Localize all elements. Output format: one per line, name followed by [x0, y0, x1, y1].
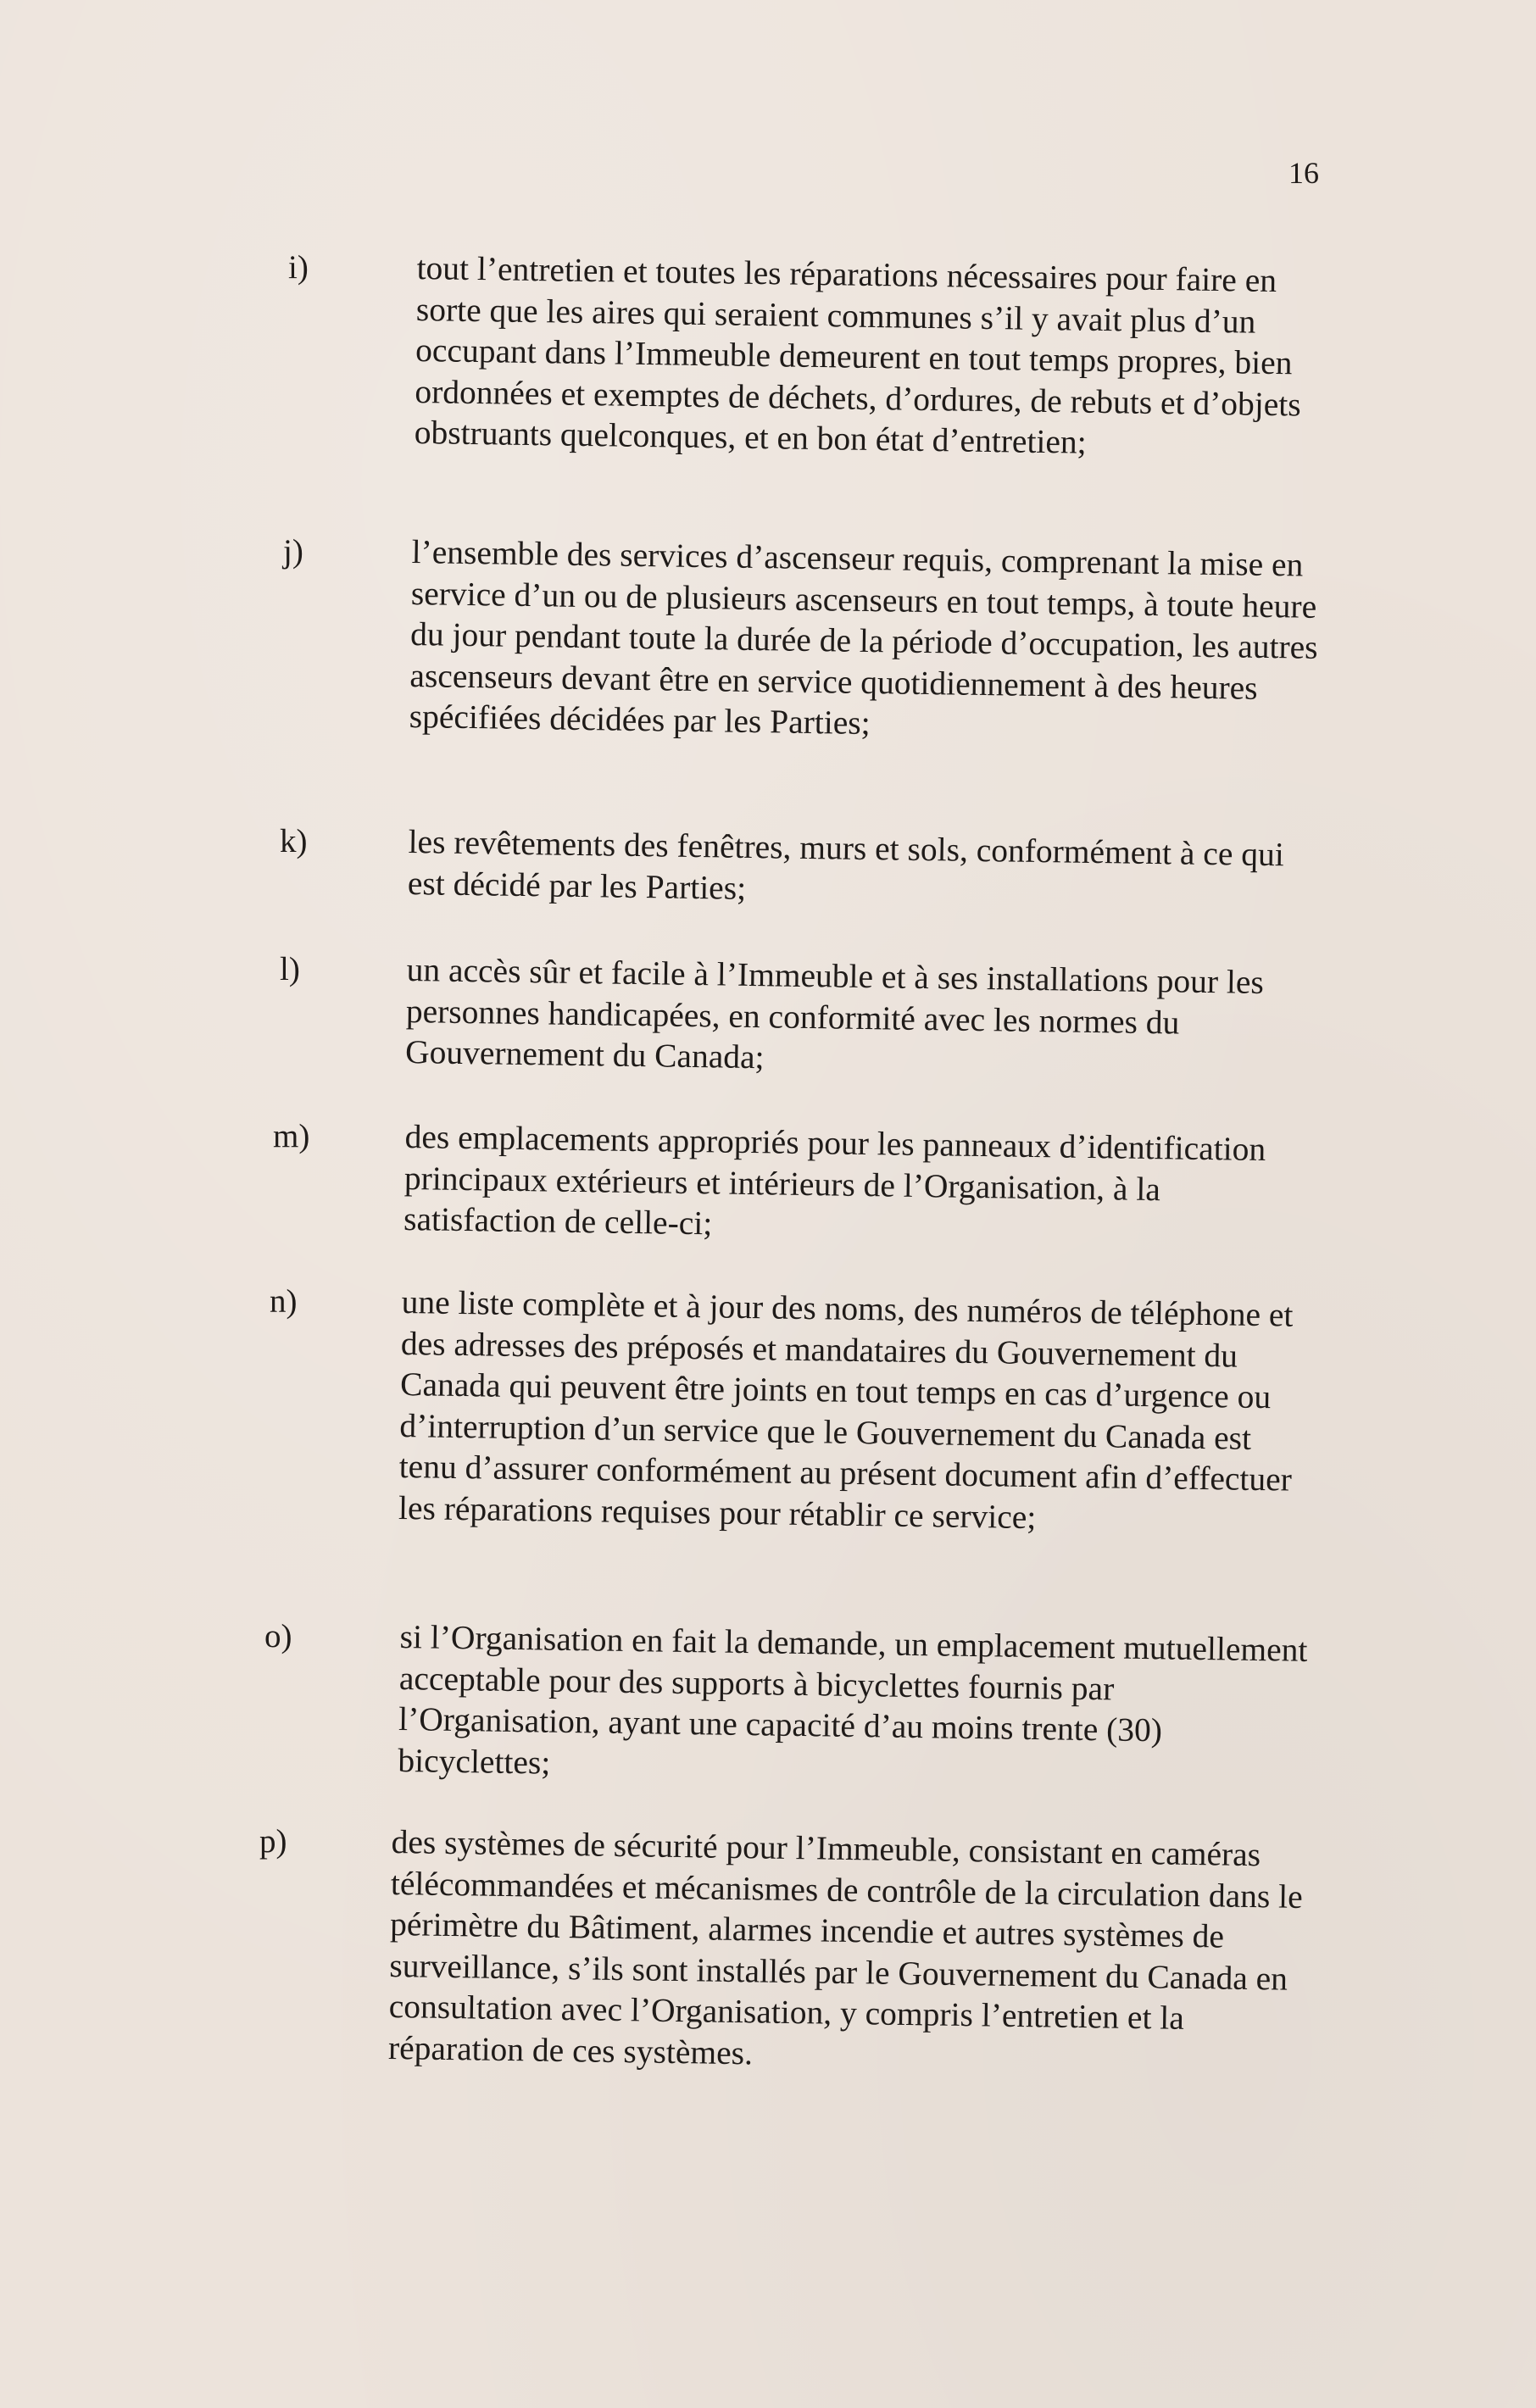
- item-label: n): [270, 1283, 298, 1320]
- item-label: i): [288, 249, 309, 286]
- item-text: un accès sûr et facile à l’Immeuble et à ses installations pour les personnes handicapées, en conformité avec les normes du Gouvernement du Canada;: [404, 950, 1265, 1076]
- item-label: m): [273, 1118, 310, 1154]
- item-text: une liste complète et à jour des noms, des numéros de téléphone et des adresses des préposés et mandataires du Gouvernement du Canada qui peuvent être joints en tout temps en cas d’urgence ou d’interruption d’un service que le Gouvernement du Canada est tenu d’assurer conformément au présent document afin d’effectuer les réparations requises pour rétablir ce service;: [398, 1282, 1294, 1536]
- item-label: k): [280, 823, 308, 859]
- item-text: tout l’entretien et toutes les réparations nécessaires pour faire en sorte que les aires qui seraient communes s’il y avait plus d’un occupant dans l’Immeuble demeurent en tout temps propres, bien ordonnées et exemptes de déchets, d’ordures, de rebuts et d’objets obstruants quelconques, et en bon état d’entretien;: [414, 248, 1302, 461]
- item-label: p): [259, 1823, 287, 1860]
- item-text: des emplacements appropriés pour les panneaux d’identification principaux extérieurs et intérieurs de l’Organisation, à la satisfaction de celle-ci;: [403, 1117, 1266, 1243]
- page-number: 16: [1288, 156, 1319, 190]
- item-text: des systèmes de sécurité pour l’Immeuble, consistant en caméras télécommandées et mécanismes de contrôle de la circulation dans le périmètre du Bâtiment, alarmes incendie et autres systèmes de surveillance, s’ils sont installés par le Gouvernement du Canada en consultation avec l’Organisation, y compris l’entretien et la réparation de ces systèmes.: [387, 1822, 1304, 2072]
- item-label: l): [280, 951, 300, 987]
- item-label: j): [283, 533, 303, 570]
- item-text: l’ensemble des services d’ascenseur requis, comprenant la mise en service d’un ou de plusieurs ascenseurs en tout temps, à toute heure du jour pendant toute la durée de la période d’occupation, les autres ascenseurs devant être en service quotidiennement à des heures spécifiées décidées par les Parties;: [409, 532, 1318, 742]
- item-label: o): [264, 1618, 292, 1654]
- item-text: les revêtements des fenêtres, murs et sols, conformément à ce qui est décidé par les Parties;: [407, 822, 1285, 907]
- item-text: si l’Organisation en fait la demande, un emplacement mutuellement acceptable pour des supports à bicyclettes fournis par l’Organisation, ayant une capacité d’au moins trente (30) bicyclettes;: [398, 1617, 1308, 1782]
